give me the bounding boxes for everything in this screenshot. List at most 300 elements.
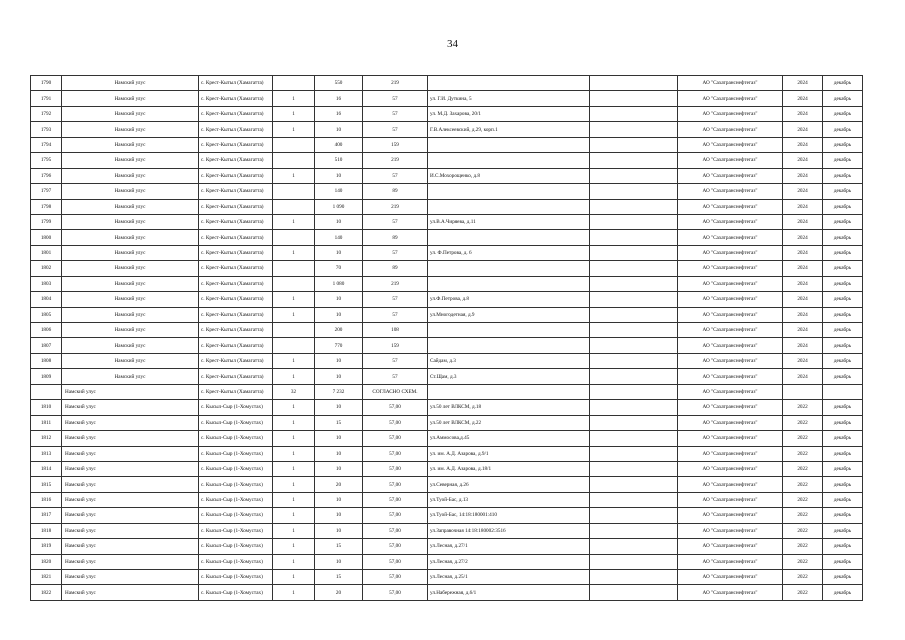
empty-cell bbox=[590, 492, 678, 507]
organization-cell: АО "Сахатранснефтегаз" bbox=[678, 199, 783, 214]
locality-cell: с. Кысыл-Сыр (1-Хомустах) bbox=[199, 570, 273, 585]
empty-cell bbox=[590, 523, 678, 538]
locality-cell: с. Крест-Кытыл (Хамагатта) bbox=[199, 91, 273, 106]
power-cell: 770 bbox=[315, 338, 363, 353]
power-cell: 15 bbox=[315, 415, 363, 430]
quantity-cell: 1 bbox=[273, 431, 315, 446]
region-cell: Намский улус bbox=[62, 276, 199, 291]
table-row bbox=[31, 461, 863, 476]
organization-cell: АО "Сахатранснефтегаз" bbox=[678, 292, 783, 307]
table-row bbox=[31, 153, 863, 168]
row-number-cell: 1822 bbox=[31, 585, 62, 600]
region-cell: Намский улус bbox=[62, 76, 199, 91]
region-cell: Намский улус bbox=[62, 400, 199, 415]
organization-cell: АО "Сахатранснефтегаз" bbox=[678, 245, 783, 260]
address-cell: ул.50 лет ВЛКСМ, д.22 bbox=[428, 415, 590, 430]
row-number-cell: 1793 bbox=[31, 122, 62, 137]
year-cell: 2024 bbox=[783, 137, 823, 152]
month-cell: декабрь bbox=[823, 245, 863, 260]
table-row bbox=[31, 91, 863, 106]
row-number-cell: 1799 bbox=[31, 214, 62, 229]
row-number-cell: 1802 bbox=[31, 261, 62, 276]
month-cell: декабрь bbox=[823, 307, 863, 322]
month-cell: декабрь bbox=[823, 230, 863, 245]
length-cell: 57 bbox=[363, 245, 428, 260]
table-row bbox=[31, 400, 863, 415]
quantity-cell bbox=[273, 323, 315, 338]
organization-cell: АО "Сахатранснефтегаз" bbox=[678, 415, 783, 430]
gasification-table bbox=[30, 75, 863, 601]
empty-cell bbox=[590, 261, 678, 276]
year-cell: 2022 bbox=[783, 492, 823, 507]
organization-cell: АО "Сахатранснефтегаз" bbox=[678, 184, 783, 199]
table-row bbox=[31, 477, 863, 492]
quantity-cell bbox=[273, 338, 315, 353]
empty-cell bbox=[590, 230, 678, 245]
address-cell bbox=[428, 384, 590, 399]
length-cell: 57,00 bbox=[363, 400, 428, 415]
address-cell bbox=[428, 323, 590, 338]
length-cell: 57 bbox=[363, 91, 428, 106]
table-row bbox=[31, 168, 863, 183]
region-cell: Намский улус bbox=[62, 446, 199, 461]
quantity-cell: 1 bbox=[273, 292, 315, 307]
region-cell: Намский улус bbox=[62, 415, 199, 430]
address-cell: ул. Г.И. Дуткина, 5 bbox=[428, 91, 590, 106]
region-cell: Намский улус bbox=[62, 153, 199, 168]
locality-cell: с. Кысыл-Сыр (1-Хомустах) bbox=[199, 492, 273, 507]
length-cell: 219 bbox=[363, 276, 428, 291]
locality-cell: с. Крест-Кытыл (Хамагатта) bbox=[199, 292, 273, 307]
power-cell: 10 bbox=[315, 492, 363, 507]
empty-cell bbox=[590, 292, 678, 307]
empty-cell bbox=[590, 369, 678, 384]
year-cell: 2022 bbox=[783, 539, 823, 554]
row-number-cell: 1815 bbox=[31, 477, 62, 492]
region-cell: Намский улус bbox=[62, 570, 199, 585]
month-cell: декабрь bbox=[823, 106, 863, 121]
region-cell: Намский улус bbox=[62, 461, 199, 476]
month-cell: декабрь bbox=[823, 461, 863, 476]
row-number-cell: 1790 bbox=[31, 76, 62, 91]
month-cell: декабрь bbox=[823, 199, 863, 214]
quantity-cell: 1 bbox=[273, 106, 315, 121]
month-cell: декабрь bbox=[823, 554, 863, 569]
quantity-cell: 1 bbox=[273, 369, 315, 384]
organization-cell: АО "Сахатранснефтегаз" bbox=[678, 539, 783, 554]
empty-cell bbox=[590, 245, 678, 260]
month-cell: декабрь bbox=[823, 168, 863, 183]
organization-cell: АО "Сахатранснефтегаз" bbox=[678, 400, 783, 415]
organization-cell: АО "Сахатранснефтегаз" bbox=[678, 492, 783, 507]
organization-cell: АО "Сахатранснефтегаз" bbox=[678, 431, 783, 446]
locality-cell: с. Крест-Кытыл (Хамагатта) bbox=[199, 307, 273, 322]
quantity-cell: 1 bbox=[273, 415, 315, 430]
organization-cell: АО "Сахатранснефтегаз" bbox=[678, 323, 783, 338]
year-cell: 2022 bbox=[783, 523, 823, 538]
organization-cell: АО "Сахатранснефтегаз" bbox=[678, 91, 783, 106]
address-cell: ул.Лесная, д.25/1 bbox=[428, 570, 590, 585]
year-cell: 2022 bbox=[783, 415, 823, 430]
row-number-cell: 1820 bbox=[31, 554, 62, 569]
row-number-cell: 1814 bbox=[31, 461, 62, 476]
table-row bbox=[31, 384, 863, 399]
row-number-cell: 1795 bbox=[31, 153, 62, 168]
power-cell: 140 bbox=[315, 184, 363, 199]
length-cell: 57 bbox=[363, 106, 428, 121]
month-cell: декабрь bbox=[823, 369, 863, 384]
locality-cell: с. Кысыл-Сыр (1-Хомустах) bbox=[199, 461, 273, 476]
region-cell: Намский улус bbox=[62, 307, 199, 322]
row-number-cell: 1810 bbox=[31, 400, 62, 415]
table-row bbox=[31, 276, 863, 291]
year-cell: 2024 bbox=[783, 338, 823, 353]
month-cell: декабрь bbox=[823, 184, 863, 199]
power-cell: 10 bbox=[315, 122, 363, 137]
length-cell: 89 bbox=[363, 184, 428, 199]
year-cell: 2024 bbox=[783, 230, 823, 245]
organization-cell: АО "Сахатранснефтегаз" bbox=[678, 168, 783, 183]
region-cell: Намский улус bbox=[62, 338, 199, 353]
locality-cell: с. Кысыл-Сыр (1-Хомустах) bbox=[199, 539, 273, 554]
address-cell bbox=[428, 184, 590, 199]
month-cell: декабрь bbox=[823, 585, 863, 600]
quantity-cell: 1 bbox=[273, 214, 315, 229]
length-cell: 219 bbox=[363, 76, 428, 91]
empty-cell bbox=[590, 276, 678, 291]
year-cell: 2022 bbox=[783, 461, 823, 476]
length-cell: 89 bbox=[363, 230, 428, 245]
organization-cell: АО "Сахатранснефтегаз" bbox=[678, 76, 783, 91]
organization-cell: АО "Сахатранснефтегаз" bbox=[678, 230, 783, 245]
length-cell: 57 bbox=[363, 307, 428, 322]
empty-cell bbox=[590, 91, 678, 106]
table-row bbox=[31, 76, 863, 91]
address-cell bbox=[428, 338, 590, 353]
power-cell: 200 bbox=[315, 323, 363, 338]
power-cell: 15 bbox=[315, 570, 363, 585]
month-cell: декабрь bbox=[823, 492, 863, 507]
address-cell: ул.Аммосова,д.45 bbox=[428, 431, 590, 446]
length-cell: 57,00 bbox=[363, 492, 428, 507]
organization-cell: АО "Сахатранснефтегаз" bbox=[678, 523, 783, 538]
row-number-cell: 1819 bbox=[31, 539, 62, 554]
month-cell: декабрь bbox=[823, 415, 863, 430]
region-cell: Намский улус bbox=[62, 369, 199, 384]
region-cell: Намский улус bbox=[62, 323, 199, 338]
organization-cell: АО "Сахатранснефтегаз" bbox=[678, 106, 783, 121]
table-row bbox=[31, 539, 863, 554]
month-cell: декабрь bbox=[823, 477, 863, 492]
locality-cell: с. Крест-Кытыл (Хамагатта) bbox=[199, 384, 273, 399]
locality-cell: с. Крест-Кытыл (Хамагатта) bbox=[199, 106, 273, 121]
page-number: 34 bbox=[447, 38, 458, 50]
region-cell: Намский улус bbox=[62, 122, 199, 137]
power-cell: 140 bbox=[315, 230, 363, 245]
row-number-cell: 1807 bbox=[31, 338, 62, 353]
table-body bbox=[31, 76, 863, 601]
region-cell: Намский улус bbox=[62, 106, 199, 121]
power-cell: 10 bbox=[315, 461, 363, 476]
region-cell: Намский улус bbox=[62, 261, 199, 276]
locality-cell: с. Крест-Кытыл (Хамагатта) bbox=[199, 245, 273, 260]
address-cell bbox=[428, 230, 590, 245]
year-cell: 2024 bbox=[783, 323, 823, 338]
row-number-cell: 1792 bbox=[31, 106, 62, 121]
year-cell: 2024 bbox=[783, 276, 823, 291]
empty-cell bbox=[590, 353, 678, 368]
empty-cell bbox=[590, 384, 678, 399]
length-cell: 108 bbox=[363, 323, 428, 338]
length-cell: 159 bbox=[363, 137, 428, 152]
region-cell: Намский улус bbox=[62, 585, 199, 600]
month-cell: декабрь bbox=[823, 153, 863, 168]
length-cell: 89 bbox=[363, 261, 428, 276]
empty-cell bbox=[590, 539, 678, 554]
address-cell: ул.Многодетная, д.9 bbox=[428, 307, 590, 322]
power-cell: 20 bbox=[315, 585, 363, 600]
empty-cell bbox=[590, 199, 678, 214]
organization-cell: АО "Сахатранснефтегаз" bbox=[678, 307, 783, 322]
table-row bbox=[31, 415, 863, 430]
quantity-cell: 1 bbox=[273, 461, 315, 476]
year-cell: 2024 bbox=[783, 168, 823, 183]
power-cell: 10 bbox=[315, 214, 363, 229]
table-row bbox=[31, 585, 863, 600]
year-cell: 2022 bbox=[783, 585, 823, 600]
locality-cell: с. Кысыл-Сыр (1-Хомустах) bbox=[199, 400, 273, 415]
empty-cell bbox=[590, 585, 678, 600]
length-cell: 219 bbox=[363, 153, 428, 168]
region-cell: Намский улус bbox=[62, 214, 199, 229]
quantity-cell bbox=[273, 199, 315, 214]
quantity-cell bbox=[273, 261, 315, 276]
locality-cell: с. Кысыл-Сыр (1-Хомустах) bbox=[199, 431, 273, 446]
address-cell bbox=[428, 261, 590, 276]
locality-cell: с. Крест-Кытыл (Хамагатта) bbox=[199, 184, 273, 199]
region-cell: Намский улус bbox=[62, 245, 199, 260]
quantity-cell: 1 bbox=[273, 492, 315, 507]
month-cell: декабрь bbox=[823, 292, 863, 307]
empty-cell bbox=[590, 323, 678, 338]
length-cell: 57 bbox=[363, 353, 428, 368]
empty-cell bbox=[590, 168, 678, 183]
table-row bbox=[31, 570, 863, 585]
table-row bbox=[31, 292, 863, 307]
empty-cell bbox=[590, 184, 678, 199]
year-cell: 2024 bbox=[783, 292, 823, 307]
region-cell: Намский улус bbox=[62, 508, 199, 523]
quantity-cell bbox=[273, 276, 315, 291]
length-cell: 57,00 bbox=[363, 431, 428, 446]
locality-cell: с. Кысыл-Сыр (1-Хомустах) bbox=[199, 554, 273, 569]
address-cell: ул.Лесная, д.27/2 bbox=[428, 554, 590, 569]
power-cell: 550 bbox=[315, 76, 363, 91]
table-row bbox=[31, 214, 863, 229]
month-cell: декабрь bbox=[823, 539, 863, 554]
organization-cell: АО "Сахатранснефтегаз" bbox=[678, 477, 783, 492]
quantity-cell: 1 bbox=[273, 570, 315, 585]
organization-cell: АО "Сахатранснефтегаз" bbox=[678, 384, 783, 399]
length-cell: 159 bbox=[363, 338, 428, 353]
row-number-cell: 1798 bbox=[31, 199, 62, 214]
month-cell: декабрь bbox=[823, 508, 863, 523]
address-cell: ул.Северная, д.26 bbox=[428, 477, 590, 492]
organization-cell: АО "Сахатранснефтегаз" bbox=[678, 369, 783, 384]
region-cell: Намский улус bbox=[62, 137, 199, 152]
quantity-cell: 1 bbox=[273, 477, 315, 492]
region-cell: Намский улус bbox=[62, 477, 199, 492]
month-cell bbox=[823, 384, 863, 399]
quantity-cell bbox=[273, 184, 315, 199]
quantity-cell bbox=[273, 230, 315, 245]
power-cell: 10 bbox=[315, 369, 363, 384]
table-row bbox=[31, 137, 863, 152]
year-cell: 2022 bbox=[783, 570, 823, 585]
quantity-cell: 1 bbox=[273, 91, 315, 106]
length-cell: 57,00 bbox=[363, 415, 428, 430]
quantity-cell: 1 bbox=[273, 122, 315, 137]
length-cell: 57 bbox=[363, 168, 428, 183]
locality-cell: с. Кысыл-Сыр (1-Хомустах) bbox=[199, 477, 273, 492]
address-cell: Ст.Щам, д.3 bbox=[428, 369, 590, 384]
locality-cell: с. Кысыл-Сыр (1-Хомустах) bbox=[199, 415, 273, 430]
empty-cell bbox=[590, 106, 678, 121]
row-number-cell: 1804 bbox=[31, 292, 62, 307]
power-cell: 1 080 bbox=[315, 276, 363, 291]
table-row bbox=[31, 353, 863, 368]
year-cell: 2024 bbox=[783, 153, 823, 168]
length-cell: 57,00 bbox=[363, 508, 428, 523]
table-row bbox=[31, 523, 863, 538]
row-number-cell: 1809 bbox=[31, 369, 62, 384]
year-cell: 2024 bbox=[783, 307, 823, 322]
organization-cell: АО "Сахатранснефтегаз" bbox=[678, 508, 783, 523]
quantity-cell: 1 bbox=[273, 245, 315, 260]
power-cell: 10 bbox=[315, 446, 363, 461]
region-cell: Намский улус bbox=[62, 353, 199, 368]
length-cell: 57 bbox=[363, 214, 428, 229]
month-cell: декабрь bbox=[823, 261, 863, 276]
organization-cell: АО "Сахатранснефтегаз" bbox=[678, 585, 783, 600]
length-cell: 57,00 bbox=[363, 477, 428, 492]
empty-cell bbox=[590, 508, 678, 523]
table-row bbox=[31, 369, 863, 384]
power-cell: 70 bbox=[315, 261, 363, 276]
organization-cell: АО "Сахатранснефтегаз" bbox=[678, 461, 783, 476]
empty-cell bbox=[590, 307, 678, 322]
empty-cell bbox=[590, 554, 678, 569]
empty-cell bbox=[590, 338, 678, 353]
power-cell: 10 bbox=[315, 431, 363, 446]
power-cell: 1 090 bbox=[315, 199, 363, 214]
month-cell: декабрь bbox=[823, 276, 863, 291]
month-cell: декабрь bbox=[823, 431, 863, 446]
locality-cell: с. Крест-Кытыл (Хамагатта) bbox=[199, 153, 273, 168]
quantity-cell: 1 bbox=[273, 353, 315, 368]
table-row bbox=[31, 122, 863, 137]
month-cell: декабрь bbox=[823, 91, 863, 106]
table-row bbox=[31, 508, 863, 523]
power-cell: 10 bbox=[315, 353, 363, 368]
region-cell: Намский улус bbox=[62, 230, 199, 245]
year-cell: 2022 bbox=[783, 477, 823, 492]
row-number-cell: 1805 bbox=[31, 307, 62, 322]
year-cell: 2024 bbox=[783, 122, 823, 137]
address-cell: ул.50 лет ВЛКСМ, д.18 bbox=[428, 400, 590, 415]
quantity-cell: 1 bbox=[273, 585, 315, 600]
row-number-cell: 1818 bbox=[31, 523, 62, 538]
organization-cell: АО "Сахатранснефтегаз" bbox=[678, 214, 783, 229]
empty-cell bbox=[590, 122, 678, 137]
quantity-cell: 32 bbox=[273, 384, 315, 399]
table-row bbox=[31, 199, 863, 214]
length-cell: 219 bbox=[363, 199, 428, 214]
length-cell: 57,00 bbox=[363, 554, 428, 569]
table-row bbox=[31, 323, 863, 338]
table-row bbox=[31, 184, 863, 199]
power-cell: 10 bbox=[315, 168, 363, 183]
address-cell: ул.Туой-Бас, 14:18:180001:410 bbox=[428, 508, 590, 523]
locality-cell: с. Крест-Кытыл (Хамагатта) bbox=[199, 122, 273, 137]
table-row bbox=[31, 492, 863, 507]
year-cell: 2024 bbox=[783, 245, 823, 260]
row-number-cell: 1803 bbox=[31, 276, 62, 291]
row-number-cell: 1800 bbox=[31, 230, 62, 245]
locality-cell: с. Крест-Кытыл (Хамагатта) bbox=[199, 338, 273, 353]
address-cell: Сайдам, д.3 bbox=[428, 353, 590, 368]
region-cell: Намский улус bbox=[62, 539, 199, 554]
organization-cell: АО "Сахатранснефтегаз" bbox=[678, 446, 783, 461]
address-cell: ул.Ф.Петрова, д.8 bbox=[428, 292, 590, 307]
locality-cell: с. Крест-Кытыл (Хамагатта) bbox=[199, 168, 273, 183]
address-cell bbox=[428, 137, 590, 152]
region-cell: Намский улус bbox=[62, 168, 199, 183]
address-cell bbox=[428, 153, 590, 168]
row-number-cell: 1813 bbox=[31, 446, 62, 461]
power-cell: 400 bbox=[315, 137, 363, 152]
region-cell: Намский улус bbox=[62, 492, 199, 507]
row-number-cell: 1797 bbox=[31, 184, 62, 199]
month-cell: декабрь bbox=[823, 400, 863, 415]
quantity-cell: 1 bbox=[273, 168, 315, 183]
organization-cell: АО "Сахатранснефтегаз" bbox=[678, 122, 783, 137]
year-cell: 2024 bbox=[783, 369, 823, 384]
address-cell: ул. М.Д. Захарова, 20/1 bbox=[428, 106, 590, 121]
empty-cell bbox=[590, 400, 678, 415]
empty-cell bbox=[590, 477, 678, 492]
power-cell: 16 bbox=[315, 106, 363, 121]
organization-cell: АО "Сахатранснефтегаз" bbox=[678, 338, 783, 353]
address-cell: ул.Лесная, д.27/1 bbox=[428, 539, 590, 554]
power-cell: 7 232 bbox=[315, 384, 363, 399]
address-cell: И.С.Мохорощенко, д.8 bbox=[428, 168, 590, 183]
month-cell: декабрь bbox=[823, 353, 863, 368]
empty-cell bbox=[590, 137, 678, 152]
month-cell: декабрь bbox=[823, 122, 863, 137]
row-number-cell: 1812 bbox=[31, 431, 62, 446]
row-number-cell: 1796 bbox=[31, 168, 62, 183]
locality-cell: с. Крест-Кытыл (Хамагатта) bbox=[199, 323, 273, 338]
address-cell bbox=[428, 76, 590, 91]
quantity-cell: 1 bbox=[273, 446, 315, 461]
row-number-cell: 1816 bbox=[31, 492, 62, 507]
address-cell: ул.В.А.Чиряева, д.11 bbox=[428, 214, 590, 229]
locality-cell: с. Кысыл-Сыр (1-Хомустах) bbox=[199, 585, 273, 600]
power-cell: 16 bbox=[315, 91, 363, 106]
organization-cell: АО "Сахатранснефтегаз" bbox=[678, 570, 783, 585]
region-cell: Намский улус bbox=[62, 554, 199, 569]
